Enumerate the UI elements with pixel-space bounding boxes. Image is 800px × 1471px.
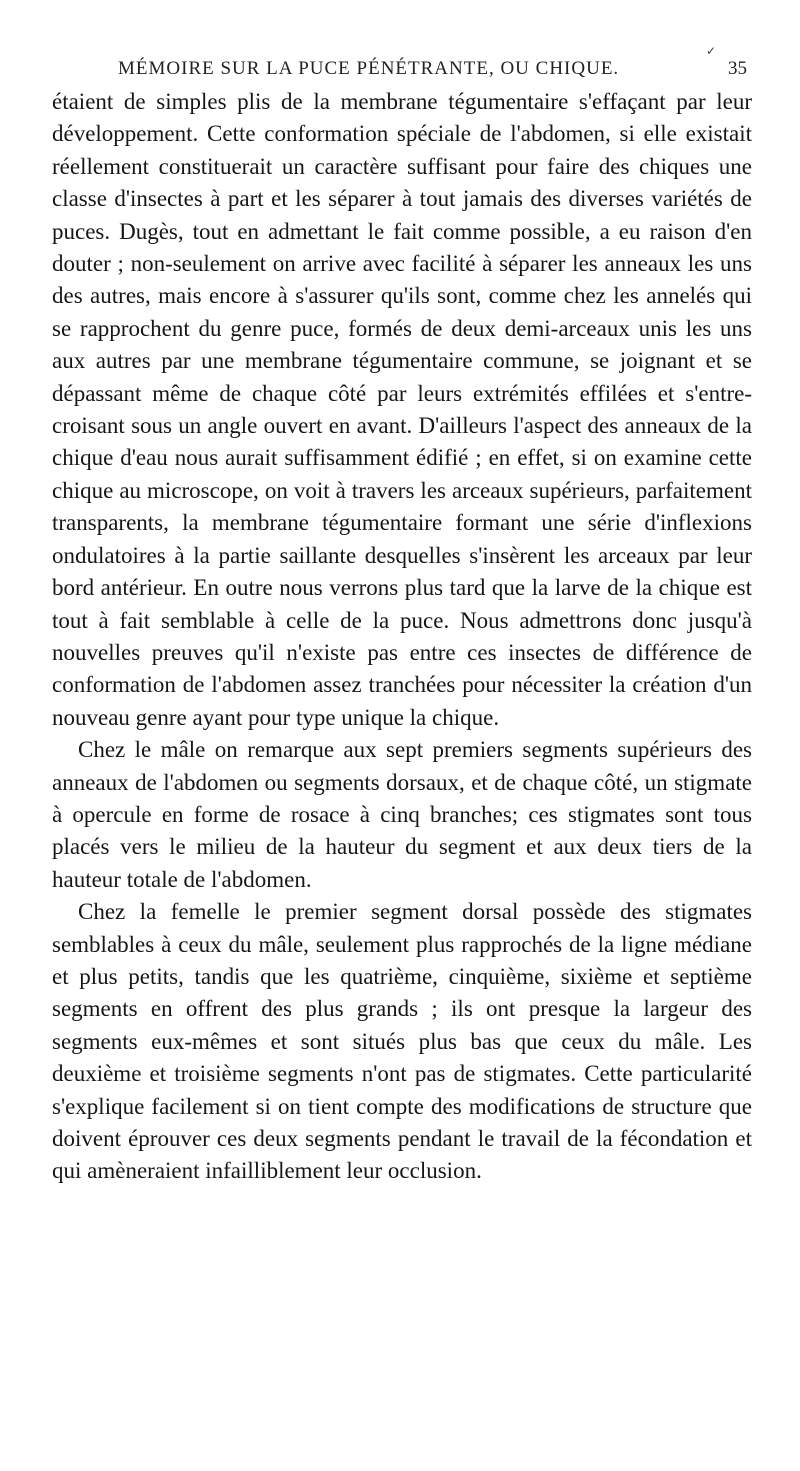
paragraph-1: étaient de simples plis de la membrane tégumentaire s'effaçant par leur développement. Cette conformation spéciale de l'abdomen, si elle existait réellement constituerait un caractère suffisant pour faire des chiques une classe d'insectes à part et les séparer à tout jamais des diverses variétés de puces. Dugès, tout en admettant le fait comme possible, a eu raison d'en douter ; non-seulement on arrive avec facilité à séparer les anneaux les uns des autres, mais encore à s'assurer qu'ils sont, comme chez les annelés qui se rapprochent du genre puce, formés de deux demi-arceaux unis les uns aux autres par une membrane tégumentaire commune, se joignant et se dépassant même de chaque côté par leurs extrémités effilées et s'entre-croisant sous un angle ouvert en avant. D'ailleurs l'aspect des anneaux de la chique d'eau nous aurait suffisamment édifié ; en effet, si on examine cette chique au microscope, on voit à travers les arceaux supérieurs, parfaitement transparents, la membrane tégumentaire formant une série d'inflexions ondulatoires à la partie saillante desquelles s'insèrent les arceaux par leur bord antérieur. En outre nous verrons plus tard que la larve de la chique est tout à fait semblable à celle de la puce. Nous admettrons donc jusqu'à nouvelles preuves qu'il n'existe pas entre ces insectes de différence de conformation de l'abdomen assez tranchées pour nécessiter la création d'un nouveau genre ayant pour type unique la chique.: [52, 89, 752, 730]
paragraph-2: Chez le mâle on remarque aux sept premiers segments supérieurs des anneaux de l'abdomen ou segments dorsaux, et de chaque côté, un stigmate à opercule en forme de rosace à cinq branches; ces stigmates sont tous placés vers le milieu de la hauteur du segment et aux deux tiers de la hauteur totale de l'abdomen.: [52, 737, 752, 892]
page-number: 35: [728, 58, 747, 79]
running-title: MÉMOIRE SUR LA PUCE PÉNÉTRANTE, OU CHIQUE.: [118, 58, 620, 79]
body-text: [52, 86, 752, 1188]
paragraph-3: Chez la femelle le premier segment dorsal possède des stigmates semblables à ceux du mâle, seulement plus rapprochés de la ligne médiane et plus petits, tandis que les quatrième, cinquième, sixième et septième segments en offrent des plus grands ; ils ont presque la largeur des segments eux-mêmes et sont situés plus bas que ceux du mâle. Les deuxième et troisième segments n'ont pas de stigmates. Cette particularité s'explique facilement si on tient compte des modifications de structure que doivent éprouver ces deux segments pendant le travail de la fécondation et qui amèneraient infailliblement leur occlusion.: [52, 899, 752, 1184]
margin-mark: ✓: [706, 44, 717, 58]
